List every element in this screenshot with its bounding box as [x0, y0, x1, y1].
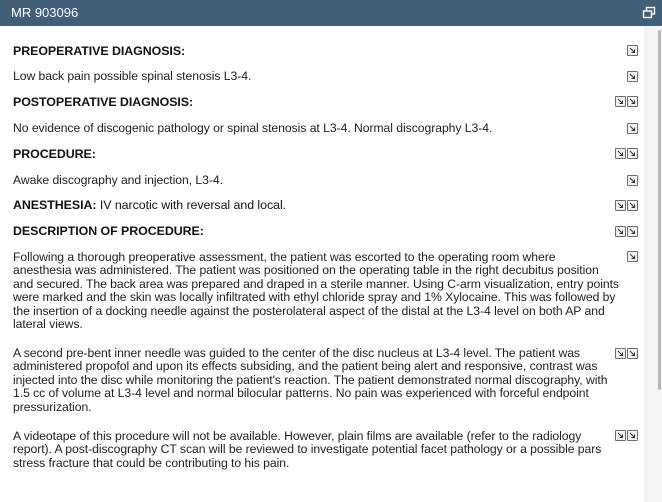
vertical-scrollbar[interactable]	[644, 26, 662, 502]
report-content	[0, 26, 644, 502]
row-actions	[615, 226, 638, 238]
window-title: MR 903096	[11, 5, 79, 20]
row-actions	[615, 348, 638, 360]
section-heading: PROCEDURE:	[13, 147, 96, 161]
paragraph-line: anesthesia was administered. The patient was positioned on the operating table in the right decubitus position	[13, 263, 599, 278]
paragraph-line: 1.5 cc of volume at L3-4 level and normal bilocular patterns. No pain was experienced with forceful endpoint	[13, 386, 589, 401]
paragraph-line: pressurization.	[13, 399, 92, 414]
section-text: Low back pain possible spinal stenosis L3-4.	[13, 69, 252, 83]
edit-icon[interactable]	[615, 226, 626, 237]
title-bar	[0, 0, 662, 26]
row-actions	[615, 430, 638, 442]
section-heading: DESCRIPTION OF PROCEDURE:	[13, 224, 204, 238]
section-text: Awake discography and injection, L3-4.	[13, 173, 223, 187]
paragraph-line: injected into the disc while monitoring the patient's reaction. The patient demonstrated normal discography, with	[13, 372, 608, 387]
paragraph-line: stress fracture that could be contributing to his pain.	[13, 455, 290, 470]
paragraph-line: A second pre-bent inner needle was guided to the center of the disc nucleus at L3-4 level. The patient was	[13, 346, 580, 360]
row-actions	[627, 175, 638, 187]
restore-window-icon	[640, 4, 658, 22]
row-actions	[627, 123, 638, 135]
paragraph-line: A videotape of this procedure will not be available. However, plain films are available (refer to the radiology	[13, 429, 582, 443]
restore-window-button[interactable]	[640, 4, 658, 22]
edit-icon[interactable]	[627, 123, 638, 134]
section-heading: PREOPERATIVE DIAGNOSIS:	[13, 44, 186, 58]
row-actions	[615, 148, 638, 160]
edit-icon[interactable]	[627, 96, 638, 107]
section-text: No evidence of discogenic pathology or spinal stenosis at L3-4. Normal discography L3-4.	[13, 121, 493, 135]
paragraph-line: and secured. The back area was prepared and draped in a sterile manner. Using C-arm visualization, entry points	[13, 276, 619, 291]
edit-icon[interactable]	[615, 430, 626, 441]
edit-icon[interactable]	[627, 200, 638, 211]
row-actions	[627, 45, 638, 57]
edit-icon[interactable]	[627, 430, 638, 441]
paragraph-line: administered propofol and upon its effects subsiding, and the patient being alert and responsive, contrast was	[13, 359, 598, 374]
paragraph-line: the insertion of a docking needle against the posterolateral aspect of the distal at the L3-4 level on both AP and	[13, 303, 605, 318]
paragraph-line: lateral views.	[13, 316, 83, 331]
paragraph-line: were marked and the skin was locally infiltrated with ethyl chloride spray and 1% Xylocaine. This was followed by	[13, 290, 616, 305]
edit-icon[interactable]	[627, 175, 638, 186]
paragraph-line: Following a thorough preoperative assessment, the patient was escorted to the operating room where	[13, 250, 556, 264]
edit-icon[interactable]	[615, 200, 626, 211]
edit-icon[interactable]	[627, 148, 638, 159]
edit-icon[interactable]	[627, 71, 638, 82]
edit-icon[interactable]	[615, 96, 626, 107]
row-actions	[615, 200, 638, 212]
row-actions	[627, 71, 638, 83]
paragraph-line: report). A post-discography CT scan will be reviewed to investigate potential facet pathology or a possible pars	[13, 442, 602, 457]
row-actions	[615, 96, 638, 108]
edit-icon[interactable]	[627, 45, 638, 56]
section-heading: POSTOPERATIVE DIAGNOSIS:	[13, 95, 194, 109]
row-actions	[627, 251, 638, 263]
scrollbar-thumb[interactable]	[658, 30, 661, 390]
edit-icon[interactable]	[627, 251, 638, 262]
section-inline-text: IV narcotic with reversal and local.	[96, 198, 287, 212]
edit-icon[interactable]	[615, 148, 626, 159]
section-heading: ANESTHESIA:	[13, 198, 97, 212]
edit-icon[interactable]	[615, 348, 626, 359]
edit-icon[interactable]	[627, 226, 638, 237]
edit-icon[interactable]	[627, 348, 638, 359]
